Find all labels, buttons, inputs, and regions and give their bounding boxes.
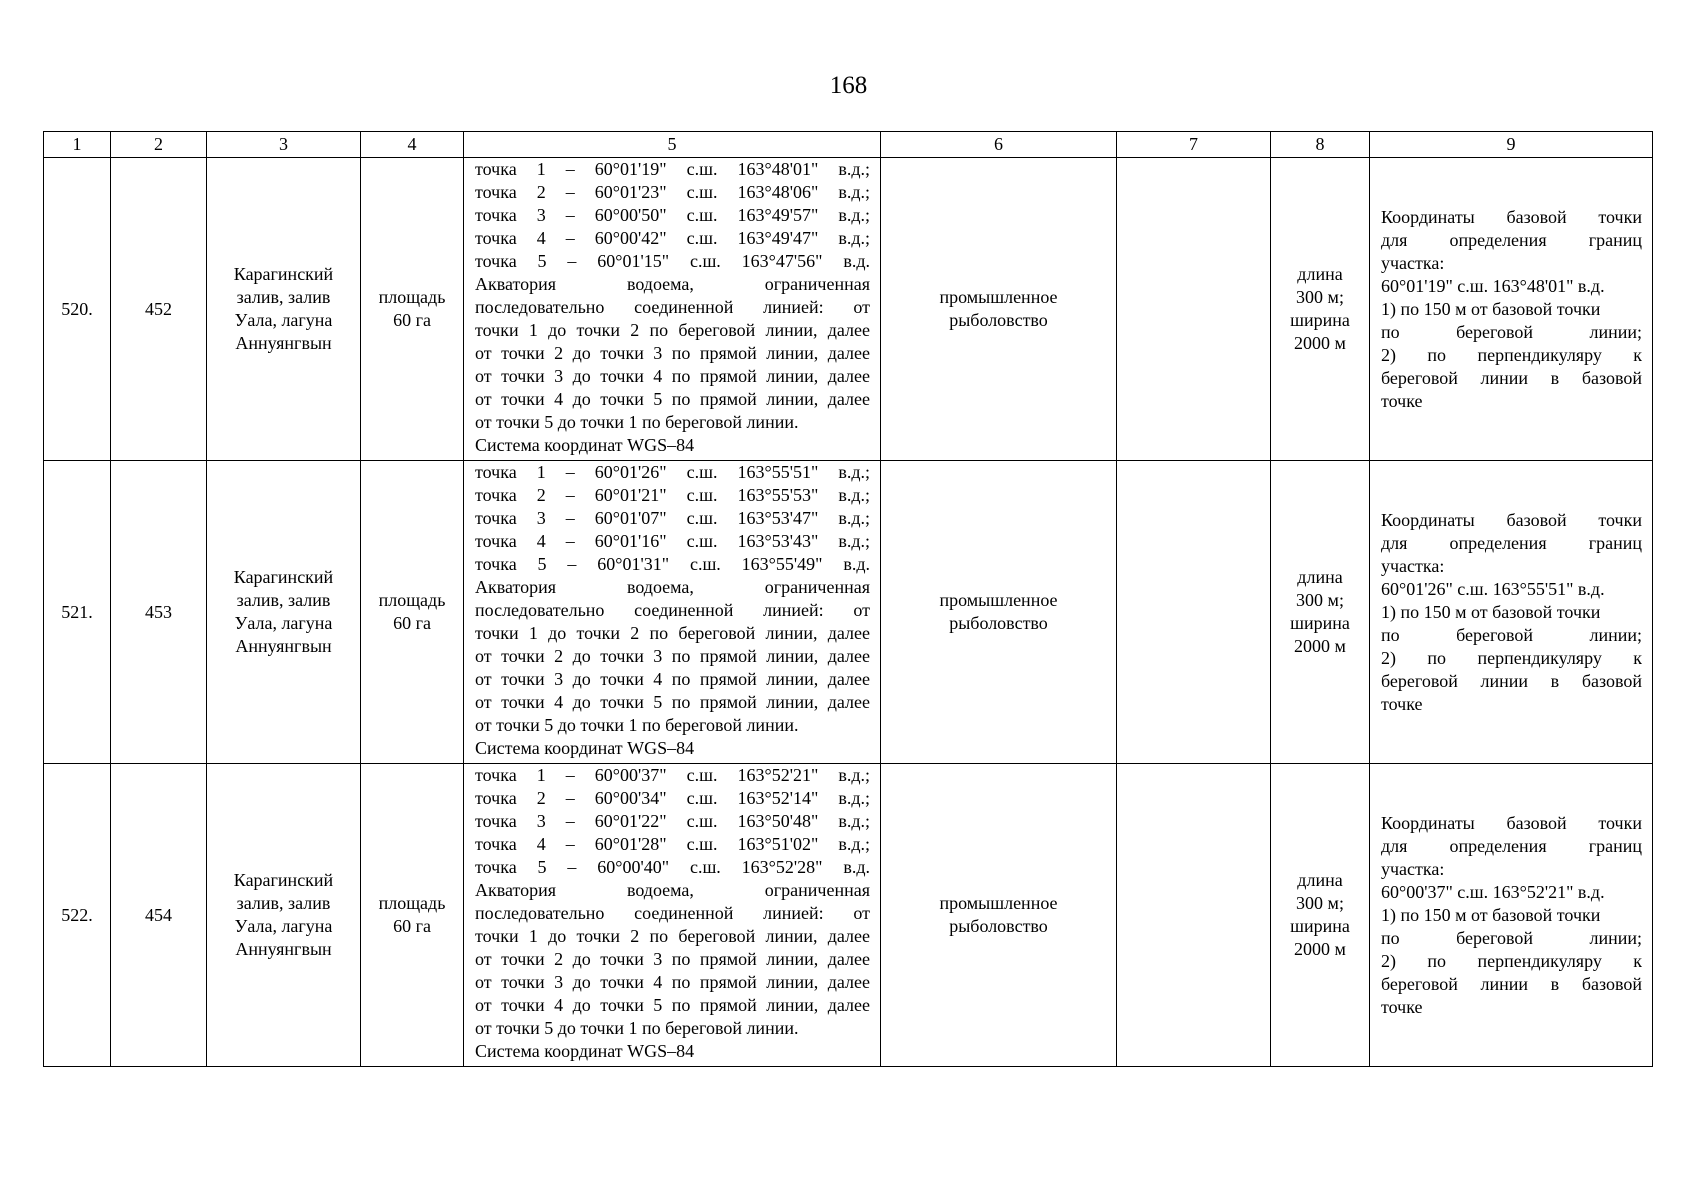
notes-line: для определения границ bbox=[1381, 835, 1642, 856]
dimensions-line: длина bbox=[1297, 264, 1343, 284]
boundary-text-line: Акватория водоема, ограниченная bbox=[475, 274, 870, 294]
dimensions-line: 300 м; bbox=[1296, 287, 1344, 307]
empty-cell bbox=[1117, 158, 1271, 461]
column-header: 1 bbox=[44, 132, 111, 158]
column-header: 2 bbox=[111, 132, 207, 158]
location-line: Аннуянгвын bbox=[235, 333, 332, 353]
notes-line: по береговой линии; bbox=[1381, 927, 1642, 948]
boundary-point: точка 2 – 60°00'34" с.ш. 163°52'14" в.д.; bbox=[475, 788, 870, 808]
purpose-line: рыболовство bbox=[949, 310, 1048, 330]
coordinate-system: Система координат WGS–84 bbox=[475, 435, 695, 455]
boundary-text-line: от точки 5 до точки 1 по береговой линии. bbox=[475, 715, 799, 735]
boundary-point: точка 1 – 60°01'19" с.ш. 163°48'01" в.д.; bbox=[475, 159, 870, 179]
area-size-line: 60 га bbox=[393, 916, 431, 936]
boundary-text-line: от точки 3 до точки 4 по прямой линии, далее bbox=[475, 366, 870, 386]
location-line: Аннуянгвын bbox=[235, 939, 332, 959]
area-id-cell bbox=[111, 158, 207, 461]
dimensions-line: ширина bbox=[1290, 613, 1350, 633]
notes-line: 60°00'37" с.ш. 163°52'21" в.д. bbox=[1381, 881, 1605, 902]
location-line: Уала, лагуна bbox=[234, 613, 333, 633]
coordinate-system: Система координат WGS–84 bbox=[475, 738, 695, 758]
location-line: Карагинский bbox=[233, 567, 334, 587]
purpose-cell bbox=[881, 764, 1117, 1067]
column-header: 3 bbox=[207, 132, 361, 158]
notes-line: Координаты базовой точки bbox=[1381, 812, 1642, 833]
boundary-text-line: от точки 4 до точки 5 по прямой линии, далее bbox=[475, 389, 870, 409]
notes-line: 1) по 150 м от базовой точки bbox=[1381, 298, 1601, 319]
notes-cell bbox=[1370, 158, 1653, 461]
area-size-line: площадь bbox=[378, 893, 446, 913]
notes-line: участка: bbox=[1381, 555, 1445, 576]
notes-line: береговой линии в базовой bbox=[1381, 973, 1642, 994]
notes-line: 60°01'19" с.ш. 163°48'01" в.д. bbox=[1381, 275, 1605, 296]
coordinate-system: Система координат WGS–84 bbox=[475, 1041, 695, 1061]
notes-line: по береговой линии; bbox=[1381, 624, 1642, 645]
boundary-text-line: Акватория водоема, ограниченная bbox=[475, 577, 870, 597]
notes-line: 1) по 150 м от базовой точки bbox=[1381, 601, 1601, 622]
notes-line: 1) по 150 м от базовой точки bbox=[1381, 904, 1601, 925]
dimensions-line: 2000 м bbox=[1294, 939, 1346, 959]
location-line: Карагинский bbox=[233, 264, 334, 284]
area-size-line: площадь bbox=[378, 287, 446, 307]
notes-line: 2) по перпендикуляру к bbox=[1381, 344, 1642, 365]
area-id-cell bbox=[111, 461, 207, 764]
boundary-text-line: от точки 4 до точки 5 по прямой линии, далее bbox=[475, 995, 870, 1015]
dimensions-line: ширина bbox=[1290, 916, 1350, 936]
notes-line: точке bbox=[1381, 693, 1423, 714]
column-header: 6 bbox=[881, 132, 1117, 158]
notes-line: Координаты базовой точки bbox=[1381, 509, 1642, 530]
table-row bbox=[44, 461, 1653, 764]
column-header: 5 bbox=[464, 132, 881, 158]
boundary-text-line: от точки 5 до точки 1 по береговой линии. bbox=[475, 412, 799, 432]
location-line: Аннуянгвын bbox=[235, 636, 332, 656]
area-id-cell bbox=[111, 764, 207, 1067]
boundary-description-cell bbox=[464, 461, 881, 764]
boundary-text-line: от точки 4 до точки 5 по прямой линии, далее bbox=[475, 692, 870, 712]
dimensions-line: 2000 м bbox=[1294, 636, 1346, 656]
notes-line: участка: bbox=[1381, 858, 1445, 879]
location-cell bbox=[207, 764, 361, 1067]
dimensions-cell bbox=[1271, 158, 1370, 461]
notes-line: точке bbox=[1381, 390, 1423, 411]
boundary-text-line: от точки 2 до точки 3 по прямой линии, далее bbox=[475, 949, 870, 969]
boundary-point: точка 5 – 60°00'40" с.ш. 163°52'28" в.д. bbox=[475, 857, 870, 877]
boundary-text-line: от точки 5 до точки 1 по береговой линии. bbox=[475, 1018, 799, 1038]
location-line: Уала, лагуна bbox=[234, 916, 333, 936]
column-header: 9 bbox=[1370, 132, 1653, 158]
boundary-description-cell bbox=[464, 764, 881, 1067]
row-number: 520. bbox=[61, 298, 93, 319]
table-row bbox=[44, 158, 1653, 461]
boundary-point: точка 4 – 60°01'16" с.ш. 163°53'43" в.д.; bbox=[475, 531, 870, 551]
dimensions-cell bbox=[1271, 764, 1370, 1067]
boundary-text-line: последовательно соединенной линией: от bbox=[475, 600, 870, 620]
location-line: залив, залив bbox=[236, 893, 331, 913]
area-size-cell bbox=[361, 158, 464, 461]
boundary-point: точка 4 – 60°01'28" с.ш. 163°51'02" в.д.; bbox=[475, 834, 870, 854]
dimensions-cell bbox=[1271, 461, 1370, 764]
boundary-text-line: точки 1 до точки 2 по береговой линии, далее bbox=[475, 623, 870, 643]
area-size-line: 60 га bbox=[393, 310, 431, 330]
dimensions-line: ширина bbox=[1290, 310, 1350, 330]
dimensions-line: длина bbox=[1297, 870, 1343, 890]
table-row bbox=[44, 764, 1653, 1067]
location-cell bbox=[207, 158, 361, 461]
column-header: 4 bbox=[361, 132, 464, 158]
area-id: 453 bbox=[145, 601, 172, 622]
notes-line: береговой линии в базовой bbox=[1381, 670, 1642, 691]
area-size-cell bbox=[361, 764, 464, 1067]
purpose-cell bbox=[881, 461, 1117, 764]
boundary-text-line: последовательно соединенной линией: от bbox=[475, 297, 870, 317]
area-id: 452 bbox=[145, 298, 172, 319]
boundary-text-line: точки 1 до точки 2 по береговой линии, далее bbox=[475, 926, 870, 946]
dimensions-line: длина bbox=[1297, 567, 1343, 587]
notes-line: береговой линии в базовой bbox=[1381, 367, 1642, 388]
purpose-cell bbox=[881, 158, 1117, 461]
boundary-point: точка 3 – 60°01'22" с.ш. 163°50'48" в.д.; bbox=[475, 811, 870, 831]
row-number-cell bbox=[44, 461, 111, 764]
purpose-line: рыболовство bbox=[949, 613, 1048, 633]
notes-cell bbox=[1370, 764, 1653, 1067]
column-header: 7 bbox=[1117, 132, 1271, 158]
boundary-text-line: от точки 2 до точки 3 по прямой линии, далее bbox=[475, 646, 870, 666]
location-line: залив, залив bbox=[236, 287, 331, 307]
area-id: 454 bbox=[145, 904, 172, 925]
boundary-point: точка 3 – 60°01'07" с.ш. 163°53'47" в.д.; bbox=[475, 508, 870, 528]
row-number-cell bbox=[44, 158, 111, 461]
dimensions-line: 2000 м bbox=[1294, 333, 1346, 353]
area-size-cell bbox=[361, 461, 464, 764]
purpose-line: промышленное bbox=[939, 287, 1058, 307]
notes-line: для определения границ bbox=[1381, 229, 1642, 250]
location-line: Уала, лагуна bbox=[234, 310, 333, 330]
fishing-areas-table bbox=[43, 131, 1653, 1067]
row-number: 522. bbox=[61, 904, 93, 925]
empty-cell bbox=[1117, 461, 1271, 764]
location-cell bbox=[207, 461, 361, 764]
boundary-text-line: от точки 3 до точки 4 по прямой линии, далее bbox=[475, 669, 870, 689]
boundary-text-line: от точки 2 до точки 3 по прямой линии, далее bbox=[475, 343, 870, 363]
page-number: 168 bbox=[829, 72, 868, 99]
notes-line: для определения границ bbox=[1381, 532, 1642, 553]
boundary-point: точка 5 – 60°01'15" с.ш. 163°47'56" в.д. bbox=[475, 251, 870, 271]
purpose-line: промышленное bbox=[939, 893, 1058, 913]
boundary-text-line: последовательно соединенной линией: от bbox=[475, 903, 870, 923]
boundary-text-line: точки 1 до точки 2 по береговой линии, далее bbox=[475, 320, 870, 340]
notes-line: участка: bbox=[1381, 252, 1445, 273]
boundary-text-line: от точки 3 до точки 4 по прямой линии, далее bbox=[475, 972, 870, 992]
notes-line: 2) по перпендикуляру к bbox=[1381, 950, 1642, 971]
area-size-line: 60 га bbox=[393, 613, 431, 633]
dimensions-line: 300 м; bbox=[1296, 893, 1344, 913]
purpose-line: промышленное bbox=[939, 590, 1058, 610]
boundary-point: точка 2 – 60°01'21" с.ш. 163°55'53" в.д.; bbox=[475, 485, 870, 505]
boundary-point: точка 4 – 60°00'42" с.ш. 163°49'47" в.д.; bbox=[475, 228, 870, 248]
area-size-line: площадь bbox=[378, 590, 446, 610]
location-line: залив, залив bbox=[236, 590, 331, 610]
header-row bbox=[44, 132, 1653, 158]
boundary-point: точка 1 – 60°01'26" с.ш. 163°55'51" в.д.; bbox=[475, 462, 870, 482]
row-number: 521. bbox=[61, 601, 93, 622]
purpose-line: рыболовство bbox=[949, 916, 1048, 936]
boundary-point: точка 2 – 60°01'23" с.ш. 163°48'06" в.д.; bbox=[475, 182, 870, 202]
boundary-point: точка 5 – 60°01'31" с.ш. 163°55'49" в.д. bbox=[475, 554, 870, 574]
notes-line: 2) по перпендикуляру к bbox=[1381, 647, 1642, 668]
dimensions-line: 300 м; bbox=[1296, 590, 1344, 610]
row-number-cell bbox=[44, 764, 111, 1067]
boundary-point: точка 3 – 60°00'50" с.ш. 163°49'57" в.д.; bbox=[475, 205, 870, 225]
empty-cell bbox=[1117, 764, 1271, 1067]
notes-cell bbox=[1370, 461, 1653, 764]
boundary-description-cell bbox=[464, 158, 881, 461]
boundary-point: точка 1 – 60°00'37" с.ш. 163°52'21" в.д.; bbox=[475, 765, 870, 785]
column-header: 8 bbox=[1271, 132, 1370, 158]
boundary-text-line: Акватория водоема, ограниченная bbox=[475, 880, 870, 900]
notes-line: Координаты базовой точки bbox=[1381, 206, 1642, 227]
location-line: Карагинский bbox=[233, 870, 334, 890]
notes-line: 60°01'26" с.ш. 163°55'51" в.д. bbox=[1381, 578, 1605, 599]
notes-line: по береговой линии; bbox=[1381, 321, 1642, 342]
notes-line: точке bbox=[1381, 996, 1423, 1017]
